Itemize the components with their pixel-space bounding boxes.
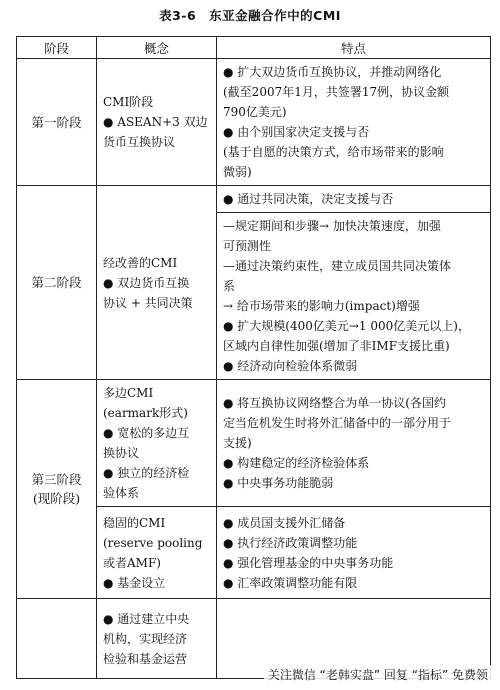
feature-line: —通过决策约束性，建立成员国共同决策体 (223, 259, 452, 273)
feature-line: 系 (223, 279, 236, 293)
concept-line: CMI阶段 (103, 95, 154, 109)
stage-text: 第三阶段 (31, 472, 82, 487)
feature-line: ● 成员国支援外汇储备 (223, 515, 346, 530)
header-concept: 概念 (97, 37, 217, 59)
concept-line: 验体系 (103, 486, 140, 500)
stage-cell (17, 59, 97, 186)
feature-line: 可预测性 (223, 239, 272, 253)
concept-line: ● 双边货币互换 (103, 275, 190, 290)
header-stage: 阶段 (17, 37, 97, 59)
concept-line: 检验和基金运营 (103, 651, 188, 666)
feature-line: ● 经济动向检验体系微弱 (223, 359, 358, 373)
table-row (17, 59, 491, 186)
concept-line: ● 基金设立 (103, 575, 166, 590)
feature-line: ● 通过共同决策，决定支援与否 (223, 192, 394, 206)
stage-text: (现阶段) (32, 491, 81, 506)
feature-line: ● 扩大规模(400亿美元→1 000亿美元以上)， (223, 319, 470, 333)
feature-line: ● 将互换协议网络整合为单一协议(各国约 (223, 396, 446, 410)
concept-cell (97, 59, 217, 186)
watermark-footer: 关注微信 “老韩实盘” 回复 “指标” 免费领 (264, 665, 492, 684)
feature-line: 区域内自律性加强(增加了非IMF支援比重) (223, 339, 450, 353)
features-cell (217, 380, 491, 507)
feature-line: ● 由个别国家决定支援与否 (223, 125, 370, 139)
concept-line: ● ASEAN+3 双边 (103, 115, 208, 129)
feature-line: ● 执行经济政策调整功能 (223, 535, 358, 550)
feature-line: 微弱) (223, 165, 252, 179)
feature-line: ● 汇率政策调整功能有限 (223, 575, 358, 590)
feature-line: 790亿美元) (223, 105, 287, 119)
concept-cell (97, 599, 217, 679)
concept-line: ● 通过建立中央 (103, 611, 190, 626)
header-row (17, 37, 491, 59)
features-block (217, 510, 490, 596)
concept-line: 机构，实现经济 (103, 631, 188, 646)
features-cell (217, 186, 491, 380)
concept-line: 多边CMI (103, 386, 154, 400)
concept-line: (reserve pooling (103, 535, 203, 550)
stage-cell (17, 599, 97, 679)
feature-line: ● 扩大双边货币互换协议，并推动网络化 (223, 65, 442, 79)
concept-line: 换协议 (103, 446, 140, 460)
concept-line: (earmark形式) (103, 406, 188, 420)
features-block (217, 59, 490, 185)
stage-text: 第二阶段 (31, 275, 82, 290)
concept-line: 货币互换协议 (103, 135, 176, 149)
table-row (17, 380, 491, 507)
concept-line: ● 独立的经济检 (103, 466, 190, 480)
feature-line: → 给市场带来的影响力(impact)增强 (223, 299, 420, 313)
concept-line: 协议 + 共同决策 (103, 295, 193, 310)
feature-line: (截至2007年1月，共签署17例，协议金额 (223, 85, 450, 99)
features-cell (217, 59, 491, 186)
feature-line: 支援) (223, 436, 252, 450)
concept-cell (97, 380, 217, 507)
concept-line: 或者AMF) (103, 555, 161, 570)
features-cell (217, 507, 491, 599)
features-block (217, 390, 490, 496)
table-row (17, 186, 491, 380)
concept-line: 经改善的CMI (103, 255, 178, 270)
concept-line: 稳固的CMI (103, 515, 166, 530)
feature-line: (基于自愿的决策方式，给市场带来的影响 (223, 145, 444, 159)
feature-line: 定当危机发生时将外汇储备中的一部分用于 (223, 416, 452, 430)
feature-line: ● 强化管理基金的中央事务功能 (223, 555, 394, 570)
stage-cell (17, 186, 97, 380)
stage-text: 第一阶段 (31, 114, 82, 130)
feature-line: ● 中央事务功能脆弱 (223, 476, 334, 490)
cmi-table (16, 36, 491, 679)
feature-line: —规定期间和步骤→ 加快决策速度，加强 (223, 219, 441, 233)
concept-cell (97, 186, 217, 380)
concept-line: ● 宽松的多边互 (103, 426, 190, 440)
features-block (217, 186, 490, 213)
header-features: 特点 (217, 37, 491, 59)
table-title: 表3-6 东亚金融合作中的CMI (159, 8, 341, 23)
stage-cell (17, 380, 97, 599)
feature-line: ● 构建稳定的经济检验体系 (223, 456, 370, 470)
concept-cell (97, 507, 217, 599)
features-block (217, 213, 490, 379)
